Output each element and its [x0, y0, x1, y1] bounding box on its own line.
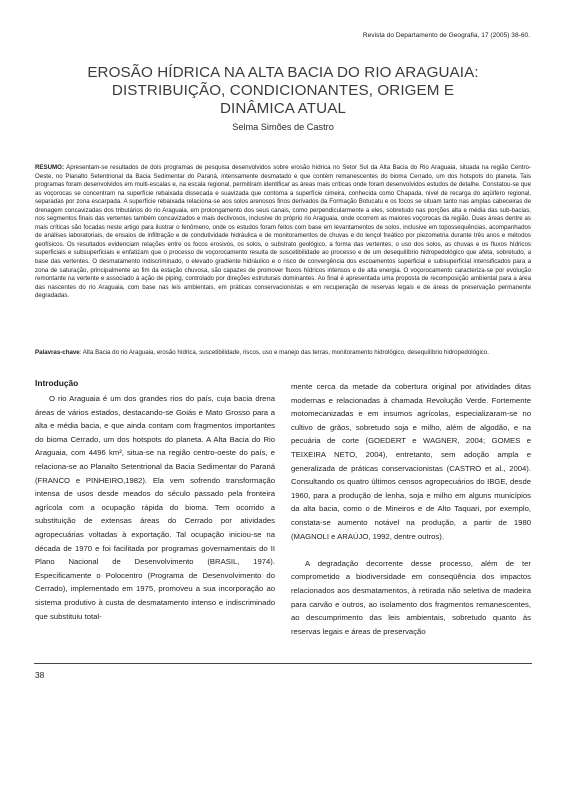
body-column-left [35, 392, 275, 623]
page-number: 38 [35, 670, 45, 680]
section-heading-introducao: Introdução [35, 378, 79, 388]
author-name: Selma Simões de Castro [232, 122, 334, 132]
journal-reference: Revista do Departamento de Geografia, 17 (2005) 38-60. [362, 32, 530, 39]
keywords [35, 349, 531, 358]
body-paragraph: A degradação decorrente desse processo, além de ter comprometido a biodiversidade em conseqüência dos impactos relacionados aos desmatamentos, à retirada não seletiva de madeira para carvão e outros, ao isolamento dos fragmentos remanescentes, ao descumprimento das leis ambientais, sobretudo quanto às reservas legais e áreas de preservação [291, 558, 531, 636]
body-paragraph: mente cerca da metade da cobertura original por atividades ditas modernas e relacionadas à chamada Revolução Verde. Fortemente motomecanizadas e em insumos agrícolas, especializaram-se no cultivo de grãos, sobretudo soja e milho, além de algodão, e na pecuária de corte (GOEDERT e WAGNER, 2004; GOMES e TEIXEIRA NETO, 2004), entretanto, sem adoção ampla e generalizada de práticas conservacionistas (CASTRO et al., 2004). Consultando os quatro últimos censos agropecuários do IBGE, desde 1960, para a produção de lenha, soja e milho em alguns municípios da alta bacia, como o de Mineiros e de Alto Taquari, por exemplo, constata-se aumento notável na produção, a partir de 1980 (MAGNOLI e ARAÚJO, 1992, dentre outros). [291, 382, 531, 541]
keywords-text: : Alta Bacia do rio Araguaia, erosão hídrica, suscetibilidade, riscos, uso e manejo das terras, monitoramento hidrológico, desequilíbrio hidropedológico. [79, 349, 490, 356]
abstract [35, 164, 531, 301]
abstract-text: Apresentam-se resultados de dois programas de pesquisa desenvolvidos sobre erosão hídrica no Setor Sul da Alta Bacia do Rio Araguaia, situada na região Centro-Oeste, no Planalto Setentrional da Bacia Sedimentar do Paraná, intensamente desmatado e que contém remanescentes do bioma Cerrado, um dos hotspots do planeta. Tais programas foram desenvolvidos em multi-escalas e, na escala regional, permitiram identificar as áreas mais críticas onde foram desenvolvidos estudos de detalhe. Constatou-se que as voçorocas se concentram na superfície rebaixada dissecada e suavizada que contorna a superfície cimeira, conhecida como Chapada, nível de recarga do aqüífero regional, separadas por zona escarpada. A superfície rebaixada relaciona-se aos solos arenosos finos derivados da Formação Botucatu e os focos se situam tanto nas amplas cabeceiras de drenagem concavizadas dos tributários do rio Araguaia, em prolongamento dos seus canais, como perpendicularmente a eles, sobretudo nas porções alta e média das sub-bacias, nos segmentos finais das vertentes também concavizados e mais declivosos, inclusive do próprio rio Araguaia, onde ocorrem as maiores voçorocas da região. Duas áreas dentre as mais críticas são focadas neste artigo para ilustrar o fenômeno, onde os estudos foram feitos com base em levantamentos de solos, inclusive em topossequências, acompanhados de análises laboratoriais, de ensaios de infiltração e de condutividade hidráulica e de monitoramentos de chuvas e do lençol freático por piezometria durante três anos e métodos geofísicos. Os resultados evidenciam relações entre os focos erosivos, os solos, o substrato geológico, a forma das vertentes, o uso dos solos, as chuvas e os fluxos hídricos superficiais e subsuperficiais e enfatizam que o processo de voçorocamento resulta de suscetibilidade ao processo e de um desequilíbrio hidropedológico que afeta, sobretudo, a base das vertentes. O desmatamento indiscriminado, o elevado gradiente hidráulico e o risco de convergência dos escoamentos superficial e subsuperficial intensificados para a zona de saturação, principalmente ao fim da estação chuvosa, são capazes de promover fluxos hídricos intensos e de alta energia. O voçorocamento caracteriza-se por evolução remontante na vertente e associado à ação de piping, controlado por direções estruturais dominantes. Ao final é apresentada uma proposta de recomposição ambiental para a área das nascentes do rio Araguaia, com base nas leis ambientais, em práticas conservacionistas e em recuperação de reservas legais e de áreas de preservação permanente degradadas. [35, 164, 531, 300]
title-line: EROSÃO HÍDRICA NA ALTA BACIA DO RIO ARAGUAIA: [87, 64, 479, 81]
title-line: DISTRIBUIÇÃO, CONDICIONANTES, ORIGEM E [111, 82, 455, 100]
article-title [40, 64, 526, 119]
footer-rule [34, 663, 532, 664]
body-column-right [291, 380, 531, 638]
body-paragraph: O rio Araguaia é um dos grandes rios do país, cuja bacia drena áreas de vários estados, destacando-se Goiás e Mato Grosso para a alta e média bacia, e que ainda contam com fragmentos importantes do bioma Cerrado, um dos hotspots do planeta. A Alta Bacia do Rio Araguaia, com 4496 km², situa-se na região centro-oeste do país, e relaciona-se ao Planalto Setentrional da Bacia Sedimentar do Paraná (FRANCO e PINHEIRO,1982). Ela vem sofrendo transformação intensa de usos desde meados do século passado pela fronteira agrícola com a ocupação rápida do bioma. Tem ocorrido a substituição de extensas áreas do Cerrado por atividades agropecuárias voltadas à exportação. Tal ocupação iniciou-se na década de 1970 e foi facilitada por programas governamentais do II Plano Nacional de Desenvolvimento (BRASIL, 1974). Especificamente o Polocentro (Programa de Desenvolvimento do Cerrado), implementado em 1975, promoveu a sua incorporação ao sistema produtivo à custa de desmatamento intenso e indiscriminado que substituiu total- [35, 394, 275, 621]
keywords-label: Palavras-chave [35, 349, 80, 356]
title-line: DINÂMICA ATUAL [219, 100, 347, 118]
abstract-label: RESUMO: [35, 164, 64, 171]
